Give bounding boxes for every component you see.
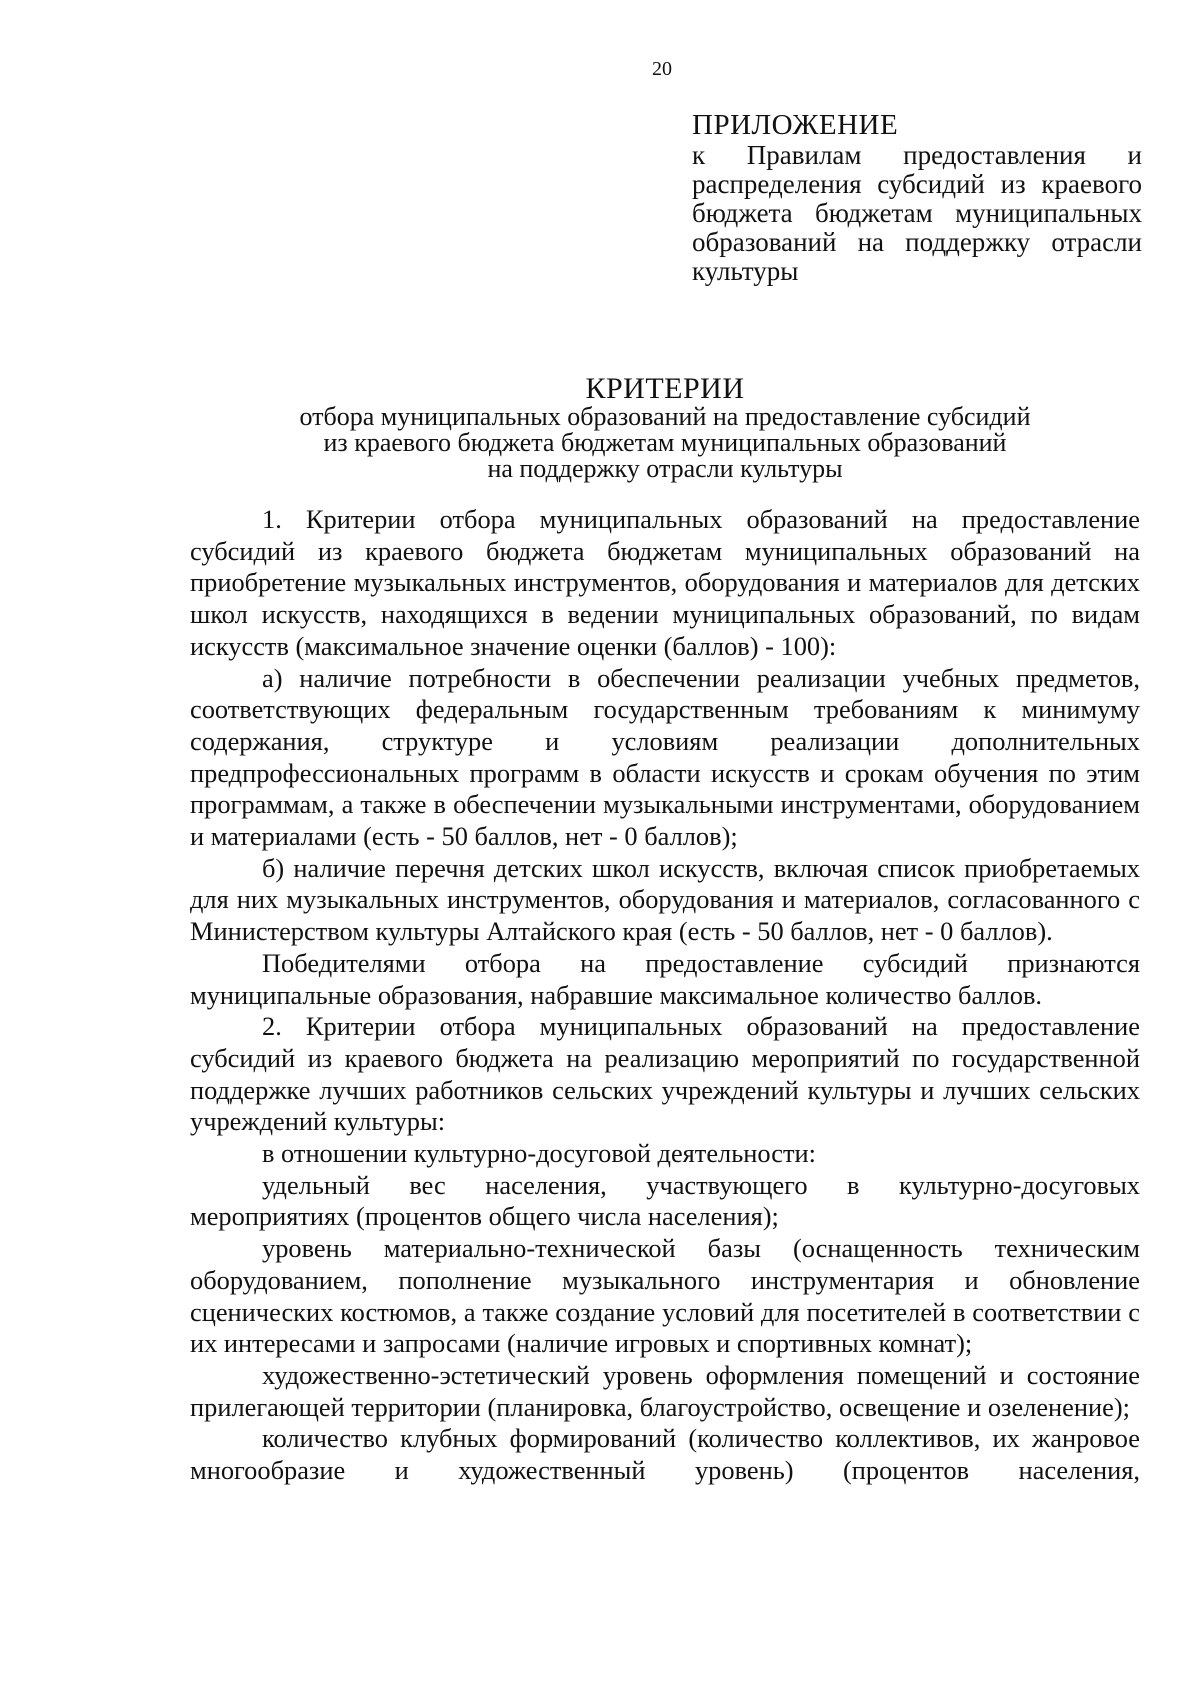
paragraph-item-b: б) наличие перечня детских школ искусств, включая список приобретаемых для них музыкальных инструментов, оборудования и материалов, согласованного с Министерством культуры Алтайского края (есть - 50 баллов, нет - 0 баллов). [190, 852, 1140, 947]
document-heading [190, 374, 1140, 482]
heading-line-3: на поддержку отрасли культуры [487, 454, 843, 483]
paragraph-cultural-leisure: в отношении культурно-досуговой деятельности: [262, 1138, 816, 1169]
paragraph-population-share: удельный вес населения, участвующего в культурно-досуговых мероприятиях (процентов общего числа населения); [190, 1169, 1140, 1232]
appendix-block [692, 110, 1142, 286]
paragraph-material-base: уровень материально-технической базы (оснащенность техническим оборудованием, пополнение музыкального инструментария и обновление сценических костюмов, а также создание условий для посетителей в соответствии с их интересами и запросами (наличие игровых и спортивных комнат); [190, 1233, 1140, 1359]
appendix-title: ПРИЛОЖЕНИЕ [692, 109, 899, 141]
paragraph-winners: Победителями отбора на предоставление субсидий признаются муниципальные образования, набравшие максимальное количество баллов. [190, 947, 1140, 1010]
page-number: 20 [652, 58, 672, 80]
document-body [190, 504, 1140, 1487]
heading-line-1: отбора муниципальных образований на предоставление субсидий [299, 402, 1031, 431]
paragraph-aesthetic-level: художественно-эстетический уровень оформления помещений и состояние прилегающей территории (планировка, благоустройство, освещение и озеленение); [190, 1359, 1140, 1422]
paragraph-club-formations: количество клубных формирований (количество коллективов, их жанровое многообразие и художественный уровень) (процентов населения, [190, 1423, 1140, 1486]
paragraph-item-a: а) наличие потребности в обеспечении реализации учебных предметов, соответствующих федеральным государственным требованиям к минимуму содержания, структуре и условиям реализации дополнительных предпрофессиональных программ в области искусств и срокам обучения по этим программам, а также в обеспечении музыкальными инструментами, оборудованием и материалами (есть - 50 баллов, нет - 0 баллов); [190, 662, 1140, 852]
paragraph-criteria-2: 2. Критерии отбора муниципальных образований на предоставление субсидий из краевого бюджета на реализацию мероприятий по государственной поддержке лучших работников сельских учреждений культуры и лучших сельских учреждений культуры: [190, 1011, 1140, 1137]
appendix-text: к Правилам предоставления и распределения субсидий из краевого бюджета бюджетам муниципальных образований на поддержку отрасли культуры [692, 140, 1142, 286]
heading-line-2: из краевого бюджета бюджетам муниципальных образований [323, 428, 1007, 457]
paragraph-criteria-1: 1. Критерии отбора муниципальных образований на предоставление субсидий из краевого бюджета бюджетам муниципальных образований на приобретение музыкальных инструментов, оборудования и материалов для детских школ искусств, находящихся в ведении муниципальных образований, по видам искусств (максимальное значение оценки (баллов) - 100): [190, 504, 1140, 661]
heading-title: КРИТЕРИИ [585, 372, 745, 405]
